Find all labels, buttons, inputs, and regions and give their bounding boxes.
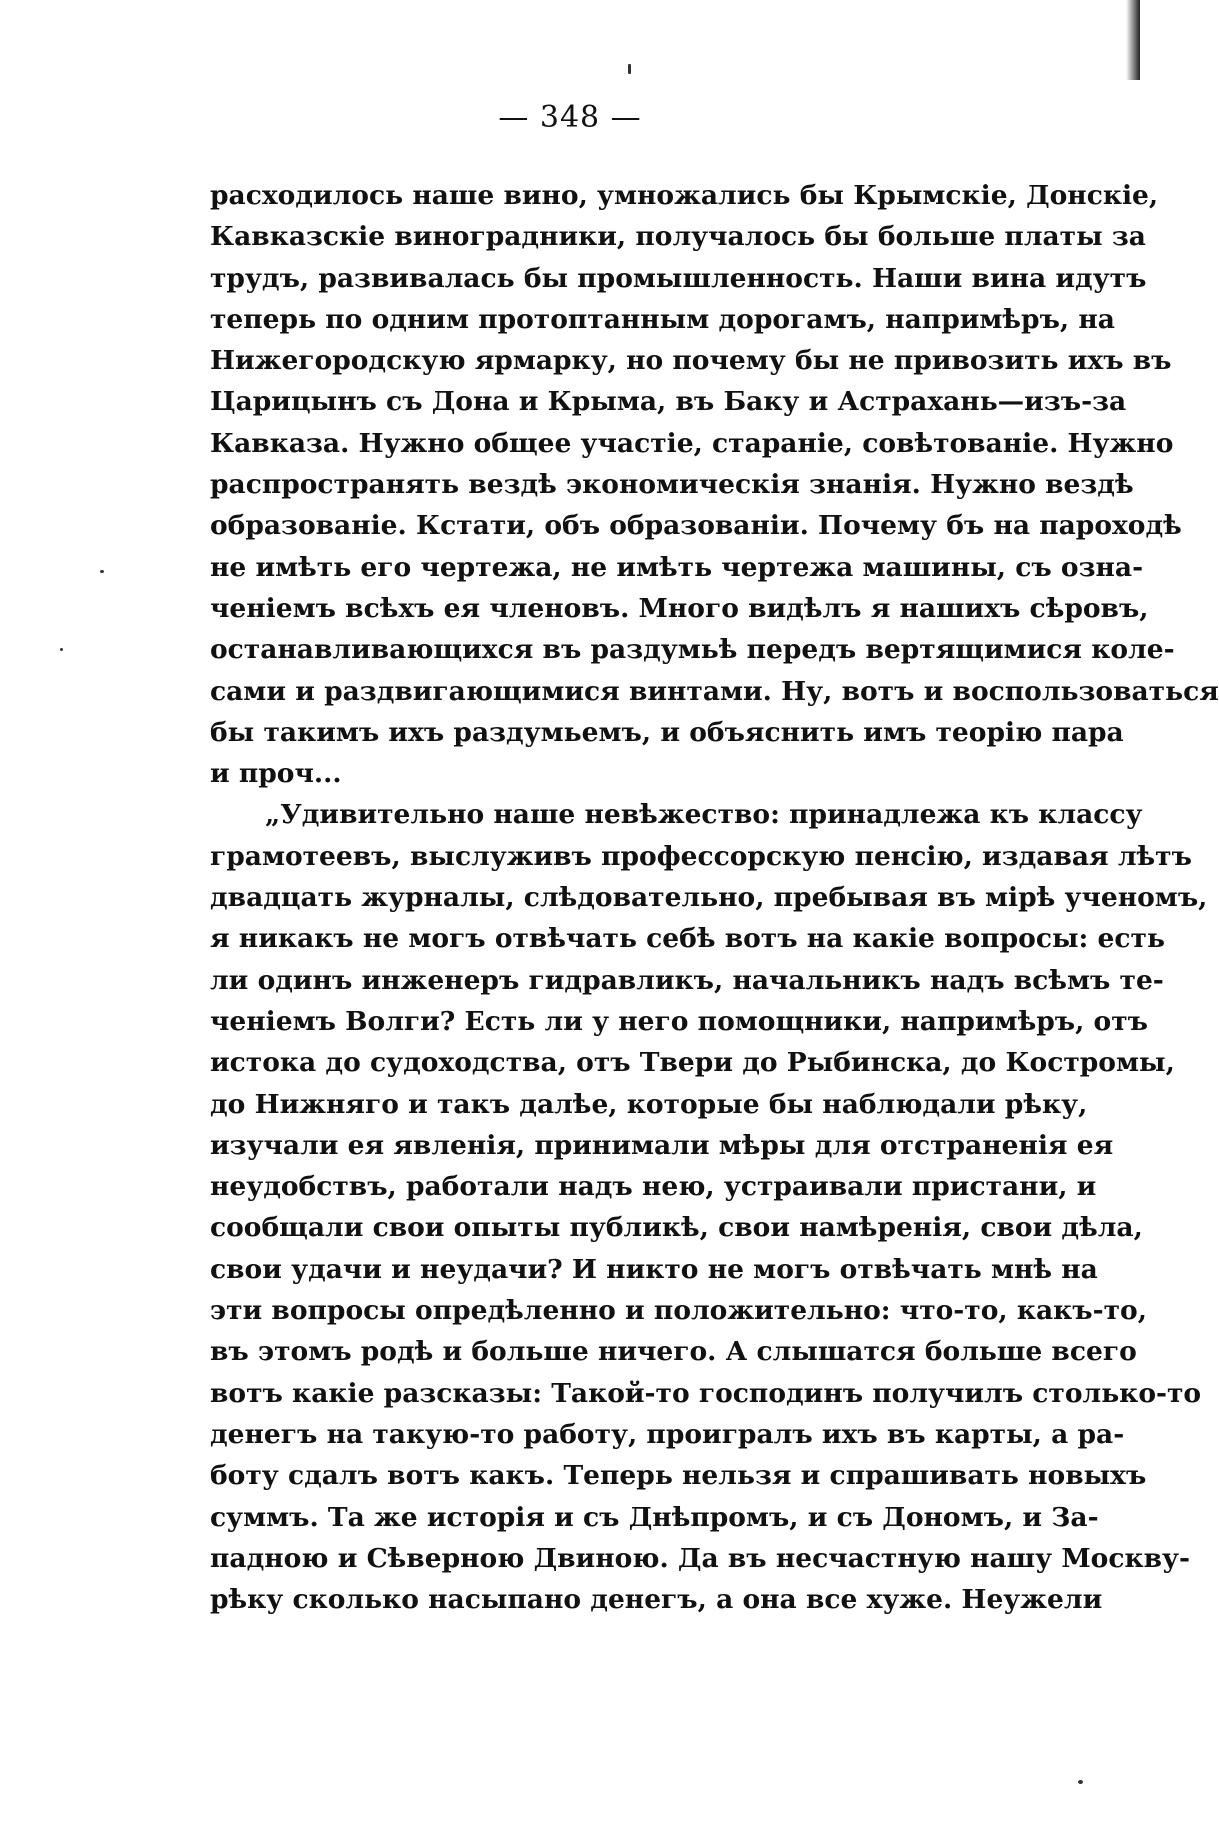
text-line: распространять вездѣ экономическія знанія. Нужно вездѣ <box>210 469 1134 501</box>
text-line: сами и раздвигающимися винтами. Ну, вотъ и воспользоваться <box>210 675 1219 707</box>
text-line: падною и Сѣверною Двиною. Да въ несчастную нашу Москву- <box>210 1542 1190 1574</box>
text-line: суммъ. Та же исторія и съ Днѣпромъ, и съ Дономъ, и За- <box>210 1501 1099 1533</box>
text-line: образованіе. Кстати, объ образованіи. Почему бъ на пароходѣ <box>210 510 1182 542</box>
text-line: бы такимъ ихъ раздумьемъ, и объяснить имъ теорію пара <box>210 716 1124 748</box>
ink-speck <box>1078 1780 1083 1784</box>
page-edge-shadow <box>1126 0 1140 80</box>
text-line: ли одинъ инженеръ гидравликъ, начальникъ надъ всѣмъ те- <box>210 964 1164 996</box>
text-line: свои удачи и неудачи? И никто не могъ отвѣчать мнѣ на <box>210 1253 1098 1285</box>
text-line: и проч... <box>210 758 342 790</box>
page-number: — 348 — <box>498 100 642 135</box>
text-line: эти вопросы опредѣленно и положительно: что-то, какъ-то, <box>210 1295 1147 1327</box>
text-line: теперь по одним протоптанным дорогамъ, напримѣръ, на <box>210 303 1115 335</box>
ink-speck <box>60 648 63 651</box>
text-line: грамотеевъ, выслуживъ профессорскую пенсію, издавая лѣтъ <box>210 840 1192 872</box>
paragraph-1 <box>210 175 1219 794</box>
text-line: денегъ на такую-то работу, проигралъ ихъ въ карты, а ра- <box>210 1418 1125 1450</box>
ink-speck <box>628 64 631 74</box>
paragraph-2 <box>210 794 1208 1620</box>
text-line: расходилось наше вино, умножались бы Крымскіе, Донскіе, <box>210 180 1159 211</box>
text-line: рѣку сколько насыпано денегъ, а она все хуже. Неужели <box>210 1584 1103 1616</box>
text-line: Кавказа. Нужно общее участіе, стараніе, совѣтованіе. Нужно <box>210 427 1174 459</box>
text-line: сообщали свои опыты публикѣ, свои намѣренія, свои дѣла, <box>210 1212 1143 1244</box>
text-line: „Удивительно наше невѣжество: принадлежа къ классу <box>265 799 1143 831</box>
text-line: Кавказскіе виноградники, получалось бы больше платы за <box>210 221 1146 253</box>
text-line: въ этомъ родѣ и больше ничего. А слышатся больше всего <box>210 1336 1137 1368</box>
text-line: до Нижняго и такъ далѣе, которые бы наблюдали рѣку, <box>210 1088 1088 1120</box>
text-line: ченіемъ Волги? Есть ли у него помощники, напримѣръ, отъ <box>210 1005 1148 1037</box>
text-line: вотъ какіе разсказы: Такой-то господинъ получилъ столько-то <box>210 1377 1202 1409</box>
text-line: ченіемъ всѣхъ ея членовъ. Много видѣлъ я нашихъ сѣровъ, <box>210 592 1149 624</box>
text-line: Царицынъ съ Дона и Крыма, въ Баку и Астрахань—изъ-за <box>210 386 1127 418</box>
text-block <box>210 175 1219 1620</box>
text-line: боту сдалъ вотъ какъ. Теперь нельзя и спрашивать новыхъ <box>210 1460 1147 1492</box>
ink-speck <box>100 570 104 573</box>
text-line: я никакъ не могъ отвѣчать себѣ вотъ на какіе вопросы: есть <box>210 923 1165 955</box>
text-line: трудъ, развивалась бы промышленность. Наши вина идутъ <box>210 262 1147 294</box>
text-line: останавливающихся въ раздумьѣ передъ вертящимися коле- <box>210 634 1175 666</box>
text-line: не имѣть его чертежа, не имѣть чертежа машины, съ озна- <box>210 551 1144 583</box>
text-line: Нижегородскую ярмарку, но почему бы не привозить ихъ въ <box>210 345 1172 377</box>
text-line: истока до судоходства, отъ Твери до Рыбинска, до Костромы, <box>210 1047 1175 1079</box>
text-line: двадцать журналы, слѣдовательно, пребывая въ мірѣ ученомъ, <box>210 882 1208 914</box>
text-line: неудобствъ, работали надъ нею, устраивали пристани, и <box>210 1171 1097 1203</box>
text-line: изучали ея явленія, принимали мѣры для отстраненія ея <box>210 1129 1114 1161</box>
